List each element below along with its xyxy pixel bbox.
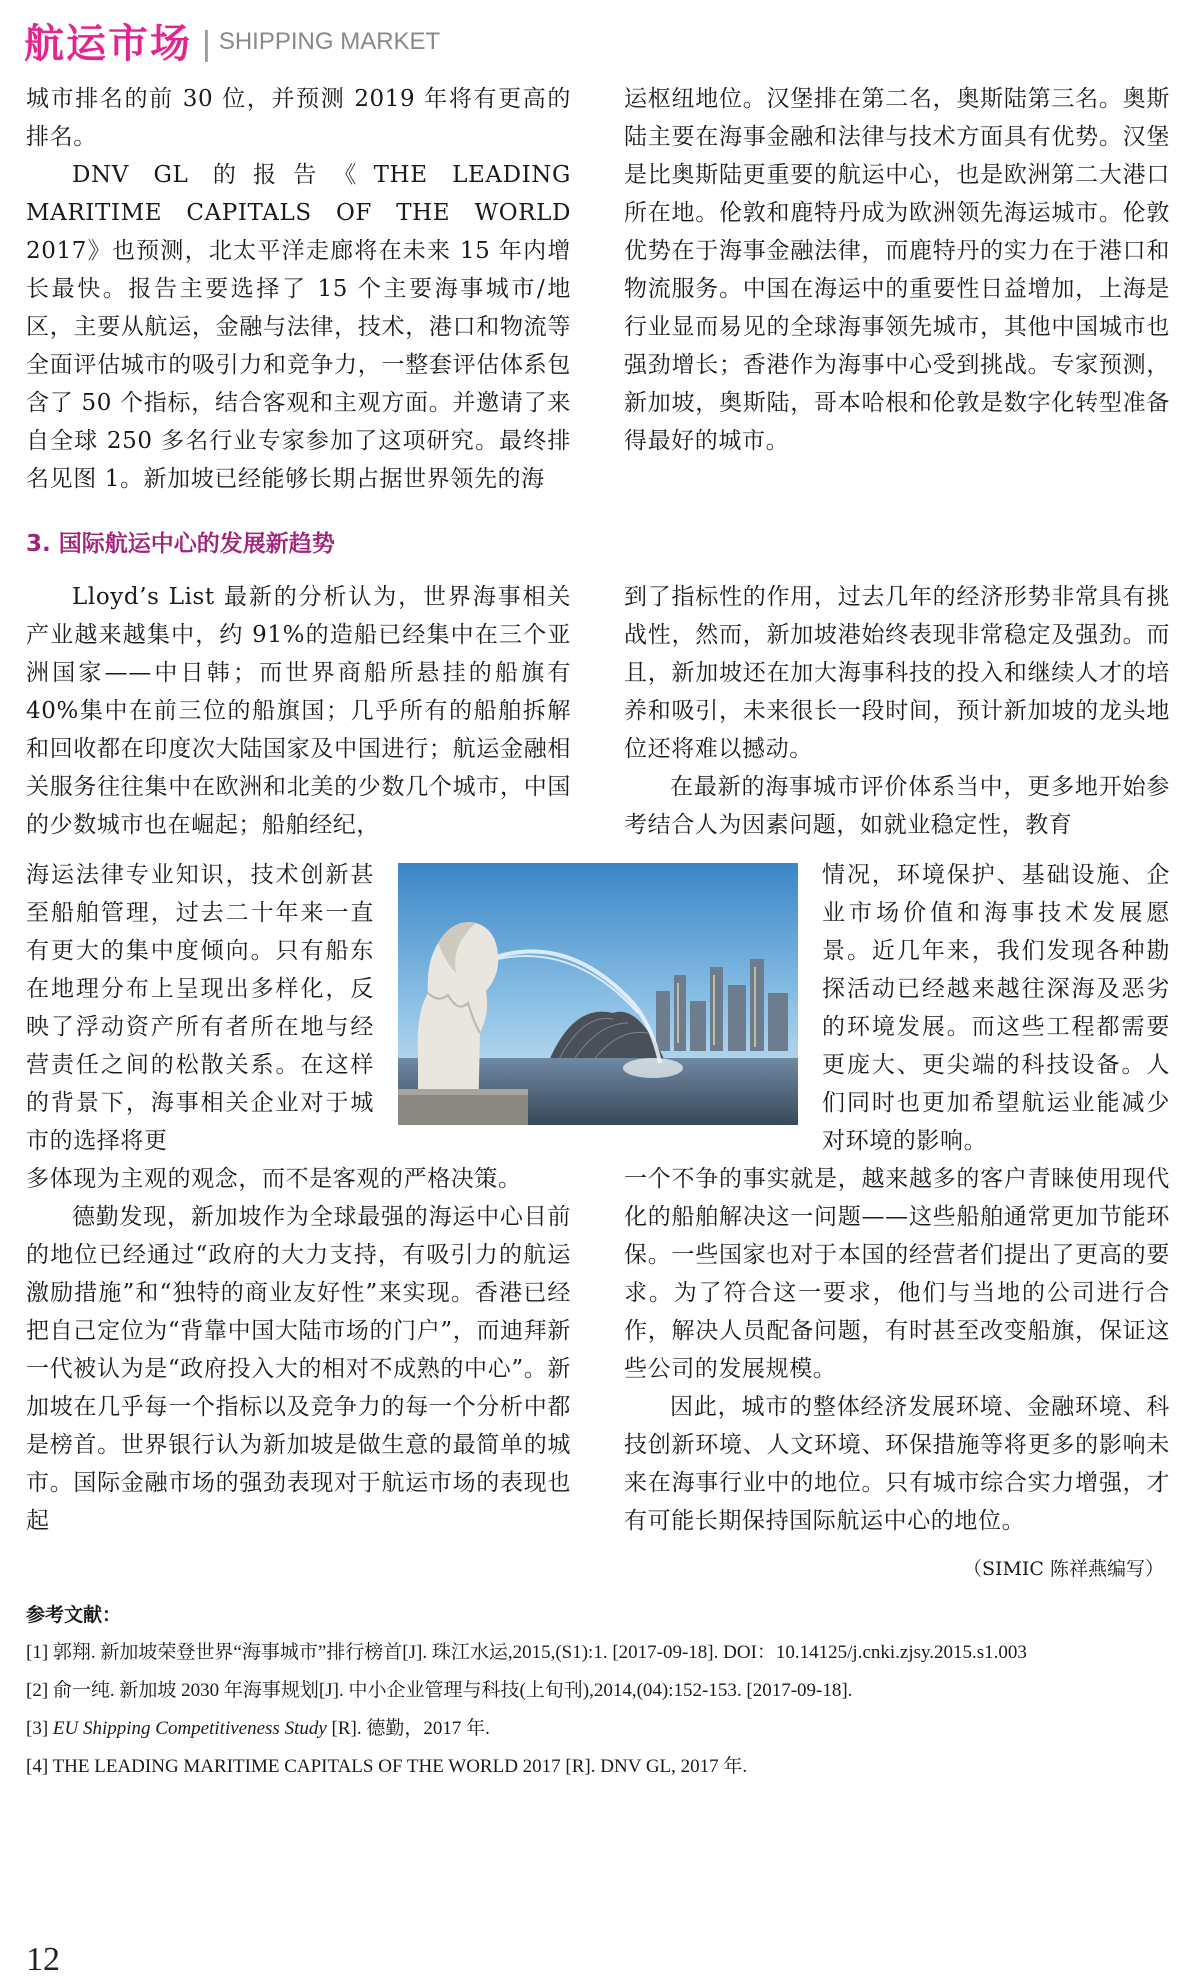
section-title-cn: 航运市场 [24,21,192,67]
reference-prefix: [3] [26,1718,53,1739]
paragraph: 在最新的海事城市评价体系当中，更多地开始参考结合人为因素问题，如就业稳定性，教育 [624,774,1170,838]
paragraph: 到了指标性的作用，过去几年的经济形势非常具有挑战性，然而，新加坡港始终表现非常稳定及强劲。而且，新加坡还在加大海事科技的投入和继续人才的培养和吸引，未来很长一段时间，预计新加坡的龙头地位还将难以撼动。 [624,584,1170,762]
left-column-bottom [26,1160,571,1540]
reference-item [26,1710,1176,1748]
paragraph: 城市排名的前 30 位，并预测 2019 年将有更高的排名。 [26,86,571,150]
section-title-en: SHIPPING MARKET [218,28,441,55]
reference-suffix: [R]. 德勤，2017 年. [326,1718,490,1739]
page-number: 12 [26,1941,60,1978]
paragraph: 一个不争的事实就是，越来越多的客户青睐使用现代化的船舶解决这一问题——这些船舶通常更加节能环保。一些国家也对于本国的经营者们提出了更高的要求。为了符合这一要求，他们与当地的公司进行合作，解决人员配备问题，有时甚至改变船旗，保证这些公司的发展规模。 [624,1166,1170,1382]
section-heading: 3. 国际航运中心的发展新趋势 [26,531,335,557]
paragraph: DNV GL 的报告《THE LEADING MARITIME CAPITALS OF THE WORLD 2017》也预测，北太平洋走廊将在未来 15 年内增长最快。报告主要选择了 15 个主要海事城市/地区，主要从航运，金融与法律，技术，港口和物流等全面评估城市的吸引力和竞争力，一整套评估体系包含了 50 个指标，结合客观和主观方面。并邀请了来自全球 250 多名行业专家参加了这项研究。最终排名见图 1。新加坡已经能够长期占据世界领先的海 [26,162,571,492]
paragraph: 因此，城市的整体经济发展环境、金融环境、科技创新环境、人文环境、环保措施等将更多的影响未来在海事行业中的地位。只有城市综合实力增强，才有可能长期保持国际航运中心的地位。 [624,1394,1170,1534]
left-column-top [26,578,571,844]
singapore-skyline-image [398,863,798,1125]
right-column-bottom [624,1160,1170,1540]
top-left-column [26,80,571,498]
reference-item: [2] 俞一纯. 新加坡 2030 年海事规划[J]. 中小企业管理与科技(上旬刊),2014,(04):152-153. [2017-09-18]. [26,1680,853,1701]
references [26,1596,1176,1786]
references-title: 参考文献： [26,1604,122,1626]
paragraph: 海运法律专业知识，技术创新甚至船舶管理，过去二十年来一直有更大的集中度倾向。只有船东在地理分布上呈现出多样化，反映了浮动资产所有者所在地与经营责任之间的松散关系。在这样的背景下，海事相关企业对于城市的选择将更 [26,862,374,1154]
paragraph: 运枢纽地位。汉堡排在第二名，奥斯陆第三名。奥斯陆主要在海事金融和法律与技术方面具有优势。汉堡是比奥斯陆更重要的航运中心，也是欧洲第二大港口所在地。伦敦和鹿特丹成为欧洲领先海运城市。伦敦优势在于海事金融法律，而鹿特丹的实力在于港口和物流服务。中国在海运中的重要性日益增加，上海是行业显而易见的全球海事领先城市，其他中国城市也强劲增长；香港作为海事中心受到挑战。专家预测，新加坡，奥斯陆，哥本哈根和伦敦是数字化转型准备得最好的城市。 [624,86,1170,454]
author-signature: （SIMIC 陈祥燕编写） [962,1558,1164,1580]
merlion-photo [398,863,798,1125]
right-column-wrap [822,856,1170,1160]
reference-item: [1] 郭翔. 新加坡荣登世界“海事城市”排行榜首[J]. 珠江水运,2015,(S1):1. [2017-09-18]. DOI：10.14125/j.cnki.zjsy.2015.s1.003 [26,1642,1027,1663]
paragraph: 多体现为主观的观念，而不是客观的严格决策。 [26,1166,522,1192]
reference-title-italic: EU Shipping Competitiveness Study [52,1718,327,1739]
left-column-wrap [26,856,374,1160]
right-column-top [624,578,1170,844]
paragraph: 德勤发现，新加坡作为全球最强的海运中心目前的地位已经通过“政府的大力支持，有吸引力的航运激励措施”和“独特的商业友好性”来实现。香港已经把自己定位为“背靠中国大陆市场的门户”，而迪拜新一代被认为是“政府投入大的相对不成熟的中心”。新加坡在几乎每一个指标以及竞争力的每一个分析中都是榜首。世界银行认为新加坡是做生意的最简单的城市。国际金融市场的强劲表现对于航运市场的表现也起 [26,1204,571,1534]
top-right-column [624,80,1170,460]
paragraph: 情况，环境保护、基础设施、企业市场价值和海事技术发展愿景。近几年来，我们发现各种勘探活动已经越来越往深海及恶劣的环境发展。而这些工程都需要更庞大、更尖端的科技设备。人们同时也更加希望航运业能减少对环境的影响。 [822,862,1170,1154]
paragraph: Lloyd’s List 最新的分析认为，世界海事相关产业越来越集中，约 91%的造船已经集中在三个亚洲国家——中日韩；而世界商船所悬挂的船旗有 40%集中在前三位的船旗国；几乎所有的船舶拆解和回收都在印度次大陆国家及中国进行；航运金融相关服务往往集中在欧洲和北美的少数几个城市，中国的少数城市也在崛起；船舶经纪， [26,584,571,838]
reference-item: [4] THE LEADING MARITIME CAPITALS OF THE WORLD 2017 [R]. DNV GL, 2017 年. [26,1756,748,1777]
header-separator: | [202,25,211,63]
section-header [24,10,440,70]
